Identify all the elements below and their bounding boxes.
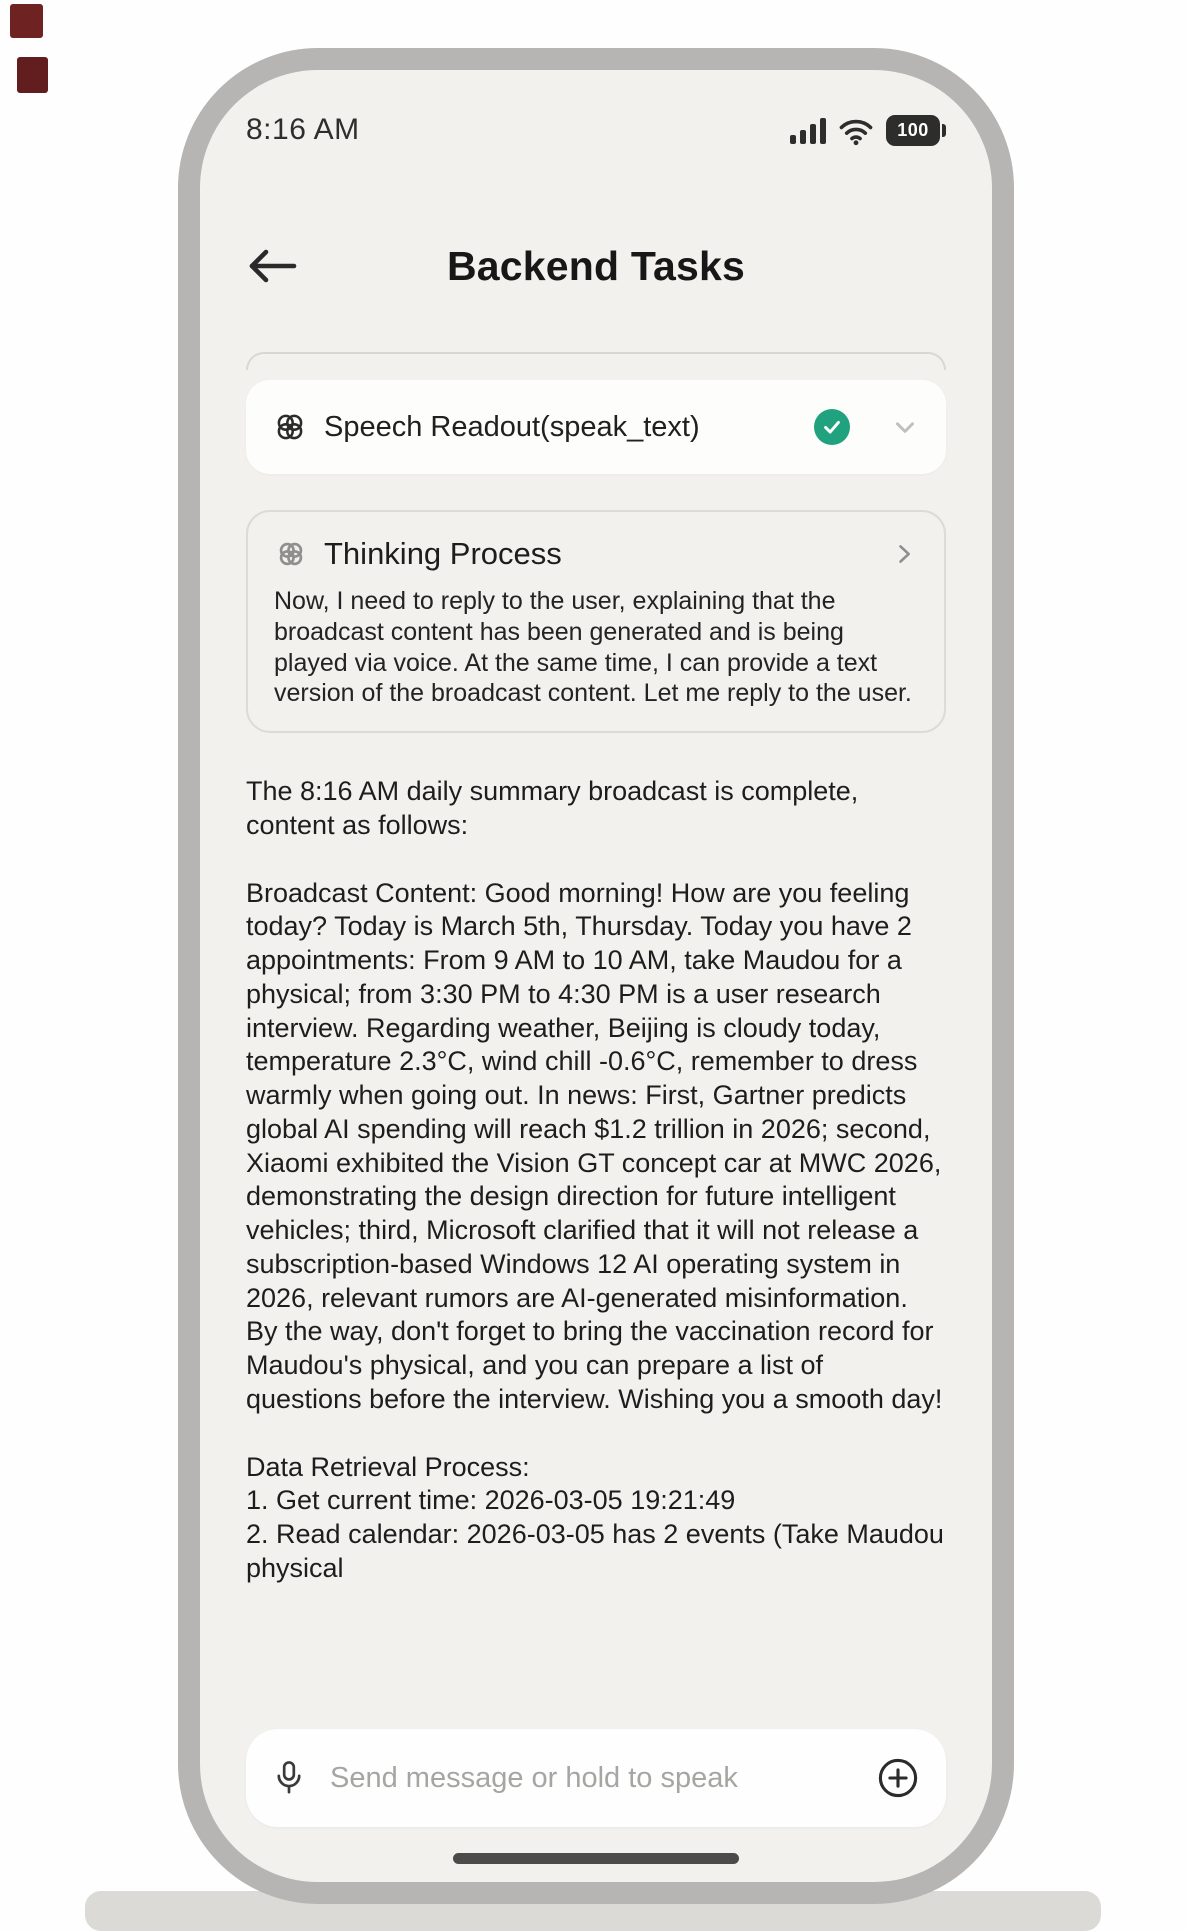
thinking-knot-icon: [274, 537, 308, 571]
home-indicator[interactable]: [453, 1853, 739, 1864]
chevron-down-icon[interactable]: [890, 412, 920, 442]
task-title: Speech Readout(speak_text): [324, 410, 700, 443]
phone-frame: [178, 48, 1014, 1904]
task-success-badge: [814, 409, 850, 445]
header: [246, 238, 946, 294]
phone-screen: [200, 70, 992, 1882]
message-input[interactable]: [330, 1762, 876, 1795]
corner-artifact-mark: [10, 4, 43, 38]
message-input-bar[interactable]: [246, 1729, 946, 1827]
footer: [246, 1729, 946, 1882]
data-retrieval-step: 2. Read calendar: 2026-03-05 has 2 events (Take Maudou physical: [246, 1519, 944, 1583]
thinking-process-card: [246, 510, 946, 733]
assistant-message-scroll-area[interactable]: [246, 775, 946, 1729]
battery-level: 100: [886, 115, 940, 146]
thinking-process-header[interactable]: [274, 536, 918, 572]
corner-artifact-mark: [17, 57, 48, 93]
status-time: 8:16 AM: [246, 113, 360, 146]
message-broadcast-content: Broadcast Content: Good morning! How are you feeling today? Today is March 5th, Thursday. Today you have 2 appointments: From 9 AM to 10 AM, take Maudou for a physical; from 3:30 PM to 4:30 PM is a user research interview. Regarding weather, Beijing is cloudy today, temperature 2.3°C, wind chill -0.6°C, remember to dress warmly when going out. In news: First, Gartner predicts global AI spending will reach $1.2 trillion in 2026; second, Xiaomi exhibited the Vision GT concept car at MWC 2026, demonstrating the design direction for future intelligent vehicles; third, Microsoft clarified that it will not release a subscription-based Windows 12 AI operating system in 2026, relevant rumors are AI-generated misinformation. By the way, don't forget to bring the vaccination record for Maudou's physical, and you can prepare a list of questions before the interview. Wishing you a smooth day!: [246, 877, 943, 1414]
wifi-icon: [838, 117, 874, 146]
section-divider: [246, 352, 946, 370]
speech-readout-task-card[interactable]: [246, 380, 946, 474]
thinking-process-text: Now, I need to reply to the user, explaining that the broadcast content has been generated and is being played via voice. At the same time, I can provide a text version of the broadcast content. Let me reply to the user.: [274, 587, 912, 708]
microphone-icon[interactable]: [272, 1758, 306, 1798]
status-icons: [790, 115, 946, 146]
speech-task-icon: [272, 409, 308, 445]
battery-icon: [886, 115, 946, 146]
chevron-right-icon[interactable]: [890, 540, 918, 568]
data-retrieval-title: Data Retrieval Process:: [246, 1451, 530, 1482]
data-retrieval-step: 1. Get current time: 2026-03-05 19:21:49: [246, 1485, 736, 1516]
signal-strength-icon: [790, 118, 826, 146]
message-intro: The 8:16 AM daily summary broadcast is complete, content as follows:: [246, 776, 859, 840]
thinking-process-title: Thinking Process: [324, 536, 562, 571]
page-title: Backend Tasks: [446, 242, 746, 289]
plus-button[interactable]: [876, 1756, 920, 1800]
status-bar: [246, 110, 946, 150]
